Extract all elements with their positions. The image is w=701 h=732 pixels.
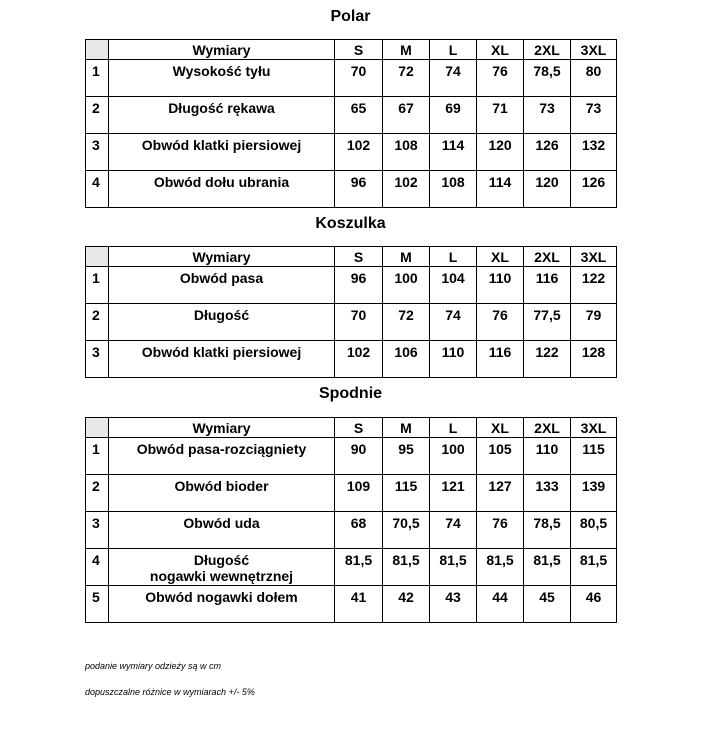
size-value-cell: 102 [335,134,383,171]
row-index-cell: 1 [86,267,109,304]
size-value-cell: 81,5 [383,549,430,586]
size-value-cell: 96 [335,267,383,304]
table-row [86,304,617,341]
measure-name-cell: Długość rękawa [109,97,335,134]
size-value-cell: 128 [571,341,617,378]
size-value-cell: 80 [571,60,617,97]
measure-name-cell: Obwód uda [109,512,335,549]
size-value-cell: 102 [335,341,383,378]
row-index-cell: 3 [86,341,109,378]
row-index-cell: 2 [86,475,109,512]
measure-name-cell: Obwód nogawki dołem [109,586,335,623]
size-value-cell: 96 [335,171,383,208]
size-value-cell: 106 [383,341,430,378]
size-value-cell: 46 [571,586,617,623]
header-size-cell: M [383,40,430,60]
table-row [86,60,617,97]
spodnie-title: Spodnie [318,385,383,402]
header-size-cell: S [335,418,383,438]
header-size-cell: 3XL [571,40,617,60]
header-size-cell: XL [477,40,524,60]
table-row [86,97,617,134]
size-value-cell: 110 [477,267,524,304]
size-value-cell: 42 [383,586,430,623]
size-value-cell: 100 [383,267,430,304]
size-value-cell: 126 [571,171,617,208]
size-value-cell: 115 [571,438,617,475]
row-index-cell: 3 [86,512,109,549]
size-value-cell: 121 [430,475,477,512]
size-value-cell: 90 [335,438,383,475]
size-value-cell: 70 [335,60,383,97]
row-index-cell: 3 [86,134,109,171]
size-value-cell: 74 [430,304,477,341]
header-size-cell: 3XL [571,418,617,438]
header-size-cell: 2XL [524,418,571,438]
size-value-cell: 116 [477,341,524,378]
size-value-cell: 41 [335,586,383,623]
header-measure-cell: Wymiary [109,247,335,267]
size-value-cell: 70 [335,304,383,341]
size-value-cell: 65 [335,97,383,134]
row-index-cell: 2 [86,304,109,341]
size-value-cell: 81,5 [524,549,571,586]
size-value-cell: 45 [524,586,571,623]
table-row [86,171,617,208]
header-size-cell: S [335,40,383,60]
header-size-cell: 3XL [571,247,617,267]
size-value-cell: 122 [571,267,617,304]
size-value-cell: 73 [571,97,617,134]
header-size-cell: 2XL [524,40,571,60]
header-size-cell: 2XL [524,247,571,267]
size-value-cell: 73 [524,97,571,134]
size-value-cell: 108 [430,171,477,208]
size-value-cell: 120 [477,134,524,171]
row-index-cell: 1 [86,438,109,475]
row-index-cell: 4 [86,171,109,208]
table-row [86,438,617,475]
size-value-cell: 110 [524,438,571,475]
measure-name-cell: Długość [109,304,335,341]
size-value-cell: 114 [477,171,524,208]
size-value-cell: 76 [477,60,524,97]
header-row [86,418,617,438]
size-value-cell: 81,5 [335,549,383,586]
header-index-cell [86,418,109,438]
table-row [86,267,617,304]
size-value-cell: 133 [524,475,571,512]
size-value-cell: 115 [383,475,430,512]
header-row [86,247,617,267]
header-size-cell: L [430,247,477,267]
size-value-cell: 122 [524,341,571,378]
size-value-cell: 44 [477,586,524,623]
size-value-cell: 67 [383,97,430,134]
size-value-cell: 95 [383,438,430,475]
size-value-cell: 127 [477,475,524,512]
table-row [86,341,617,378]
size-value-cell: 72 [383,304,430,341]
koszulka-size-table [85,246,617,378]
header-size-cell: M [383,418,430,438]
size-value-cell: 77,5 [524,304,571,341]
tolerance-note: dopuszczalne różnice w wymiarach +/- 5% [85,687,255,697]
polar-size-table [85,39,617,208]
row-index-cell: 5 [86,586,109,623]
size-value-cell: 105 [477,438,524,475]
spodnie-size-table [85,417,617,623]
size-value-cell: 114 [430,134,477,171]
header-index-cell [86,247,109,267]
row-index-cell: 4 [86,549,109,586]
size-value-cell: 43 [430,586,477,623]
measure-name-cell: Obwód pasa [109,267,335,304]
header-size-cell: L [430,418,477,438]
size-value-cell: 102 [383,171,430,208]
size-value-cell: 69 [430,97,477,134]
header-measure-cell: Wymiary [109,418,335,438]
size-value-cell: 72 [383,60,430,97]
size-value-cell: 139 [571,475,617,512]
size-value-cell: 81,5 [477,549,524,586]
size-value-cell: 104 [430,267,477,304]
size-value-cell: 76 [477,304,524,341]
size-value-cell: 108 [383,134,430,171]
size-value-cell: 79 [571,304,617,341]
measure-name-cell: Wysokość tyłu [109,60,335,97]
measure-name-cell: Obwód pasa-rozciągniety [109,438,335,475]
measure-name-cell: Obwód klatki piersiowej [109,341,335,378]
header-size-cell: XL [477,247,524,267]
table-row [86,134,617,171]
row-index-cell: 1 [86,60,109,97]
header-size-cell: M [383,247,430,267]
table-row [86,512,617,549]
size-value-cell: 74 [430,512,477,549]
measure-name-cell: Obwód dołu ubrania [109,171,335,208]
size-value-cell: 120 [524,171,571,208]
koszulka-title: Koszulka [315,215,386,232]
size-value-cell: 76 [477,512,524,549]
size-value-cell: 116 [524,267,571,304]
measure-name-cell: Obwód klatki piersiowej [109,134,335,171]
size-value-cell: 78,5 [524,512,571,549]
table-row [86,475,617,512]
units-note: podanie wymiary odzieży są w cm [85,661,222,671]
size-value-cell: 81,5 [430,549,477,586]
header-size-cell: XL [477,418,524,438]
size-value-cell: 126 [524,134,571,171]
size-value-cell: 74 [430,60,477,97]
size-value-cell: 70,5 [383,512,430,549]
header-measure-cell: Wymiary [109,40,335,60]
size-value-cell: 80,5 [571,512,617,549]
size-value-cell: 132 [571,134,617,171]
size-value-cell: 110 [430,341,477,378]
table-row [86,586,617,623]
polar-title: Polar [330,8,371,25]
header-index-cell [86,40,109,60]
size-value-cell: 71 [477,97,524,134]
size-value-cell: 78,5 [524,60,571,97]
size-value-cell: 81,5 [571,549,617,586]
measure-name-cell: Długość nogawki wewnętrznej [109,549,335,586]
size-value-cell: 100 [430,438,477,475]
row-index-cell: 2 [86,97,109,134]
header-size-cell: L [430,40,477,60]
header-row [86,40,617,60]
measure-name-cell: Obwód bioder [109,475,335,512]
header-size-cell: S [335,247,383,267]
size-value-cell: 68 [335,512,383,549]
size-value-cell: 109 [335,475,383,512]
table-row [86,549,617,586]
